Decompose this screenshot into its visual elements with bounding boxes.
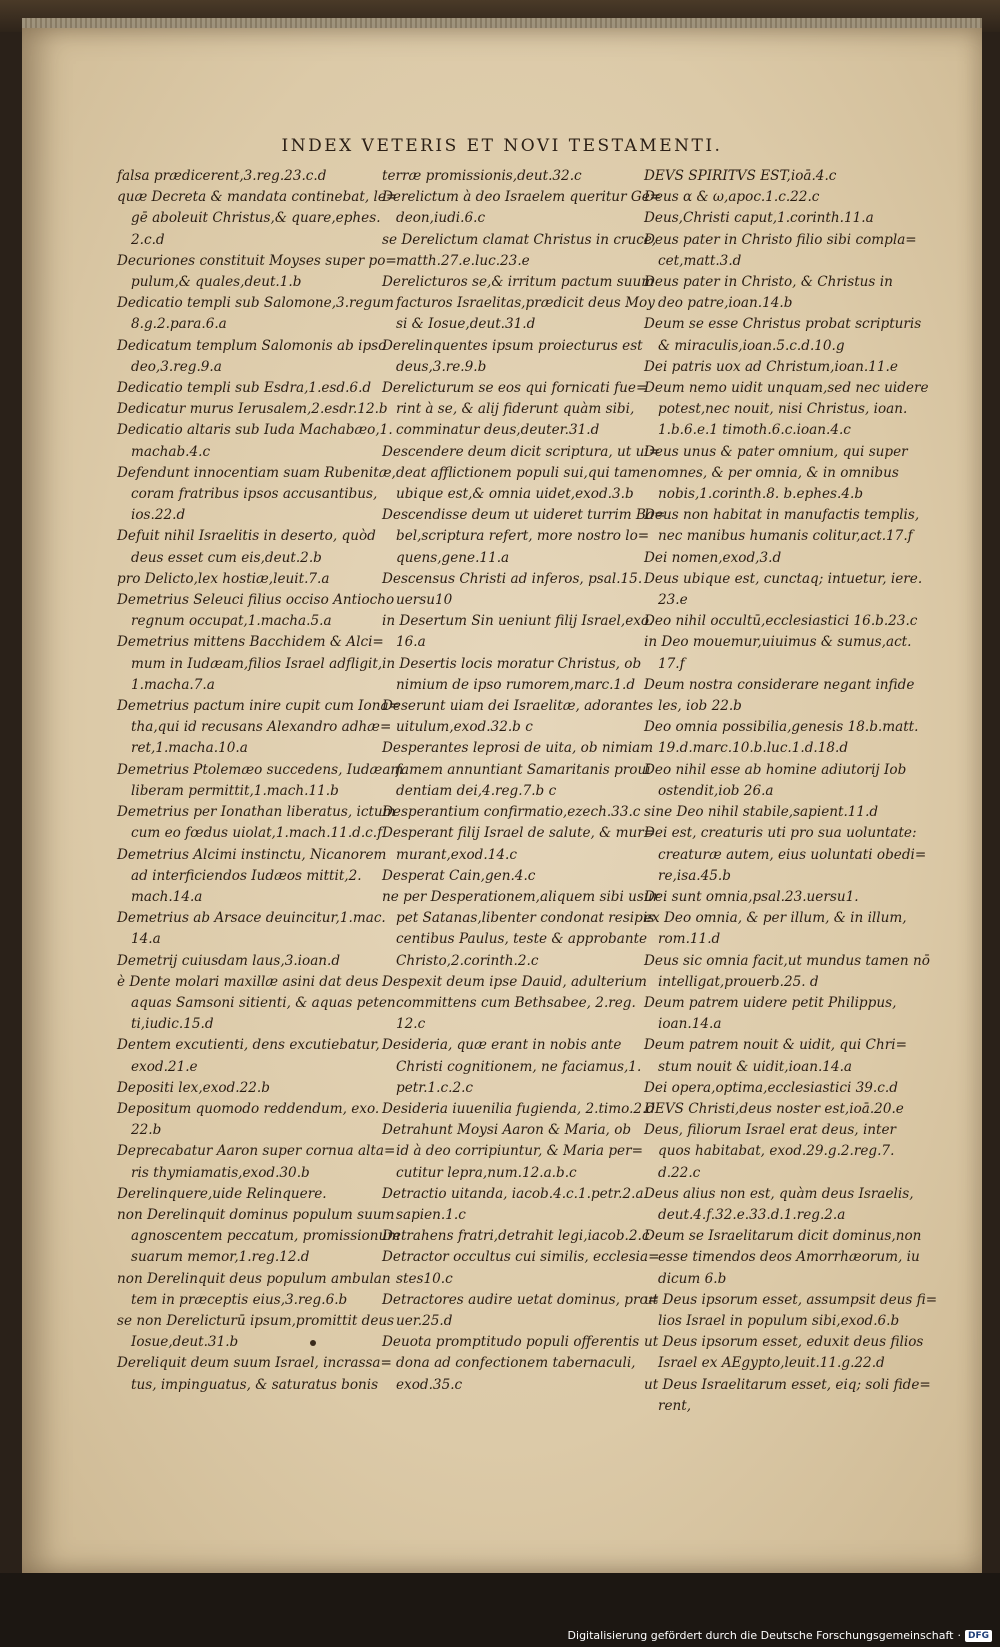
entry-line: Deus pater in Christo, & Christus in bbox=[644, 274, 893, 291]
index-entry bbox=[117, 1205, 401, 1269]
ink-dot bbox=[310, 1340, 316, 1346]
entry-line: 1.b.6.e.1 timoth.6.c.ioan.4.c bbox=[658, 422, 851, 439]
entry-line: Demetrius per Ionathan liberatus, ictum bbox=[117, 804, 396, 821]
entry-line: Demetrius Alcimi instinctu, Nicanorem bbox=[117, 846, 387, 863]
entry-line: in Desertum Sin ueniunt filij Israel,exo. bbox=[382, 613, 654, 630]
index-entry bbox=[382, 230, 657, 272]
entry-line: tha,qui id recusans Alexandro adhæ= bbox=[131, 719, 392, 736]
entry-line: les, iob 22.b bbox=[658, 698, 742, 715]
index-entry bbox=[117, 590, 395, 632]
entry-line: Deo omnia possibilia,genesis 18.b.matt. bbox=[644, 719, 919, 736]
index-entry bbox=[382, 1184, 654, 1226]
entry-line: exod.21.e bbox=[131, 1058, 198, 1075]
entry-line: Desperant filij Israel de salute, & mur= bbox=[382, 825, 656, 842]
entry-line: sapien.1.c bbox=[396, 1206, 466, 1223]
entry-line: falsa prædicerent,3.reg.23.c.d bbox=[117, 168, 327, 184]
index-entry bbox=[644, 887, 932, 908]
index-entry bbox=[644, 908, 932, 950]
entry-line: Desideria iuuenilia fugienda, 2.timo.2.d bbox=[382, 1100, 656, 1117]
entry-line: ris thymiamatis,exod.30.b bbox=[131, 1164, 310, 1181]
entry-line: pro Delicto,lex hostiæ,leuit.7.a bbox=[117, 570, 330, 587]
entry-line: Derelictum à deo Israelem queritur Ge= bbox=[382, 189, 662, 206]
entry-line: pet Satanas,libenter condonat resipis bbox=[396, 910, 655, 927]
index-entry bbox=[382, 272, 654, 336]
index-entry bbox=[117, 1141, 395, 1183]
entry-line: id à deo corripiuntur, & Maria per= bbox=[396, 1143, 643, 1160]
entry-line: cet,matt.3.d bbox=[658, 252, 742, 269]
index-entry bbox=[382, 802, 654, 823]
index-entry bbox=[644, 1375, 932, 1417]
entry-line: Descensus Christi ad inferos, psal.15. bbox=[382, 570, 643, 587]
index-entry bbox=[382, 1035, 654, 1099]
entry-line: Deum se Israelitarum dicit dominus,non bbox=[644, 1228, 922, 1245]
entry-line: famem annuntiant Samaritanis proui bbox=[396, 761, 651, 778]
entry-line: tem in præceptis eius,3.reg.6.b bbox=[131, 1291, 348, 1308]
index-entry bbox=[382, 569, 654, 611]
entry-line: uitulum,exod.32.b c bbox=[396, 719, 533, 736]
index-entry bbox=[644, 569, 932, 611]
entry-line: stum nouit & uidit,ioan.14.a bbox=[658, 1058, 853, 1075]
index-entry bbox=[644, 823, 932, 887]
entry-line: regnum occupat,1.macha.5.a bbox=[131, 613, 332, 630]
entry-line: murant,exod.14.c bbox=[396, 846, 517, 863]
entry-line: ne per Desperationem,aliquem sibi usur bbox=[382, 888, 660, 905]
entry-line: Deserunt uiam dei Israelitæ, adorantes bbox=[382, 698, 653, 715]
entry-line: Decuriones constituit Moyses super po= bbox=[117, 252, 397, 269]
index-entry bbox=[382, 972, 654, 1036]
index-entry bbox=[644, 442, 932, 506]
entry-line: Dedicatio templi sub Salomone,3.regum bbox=[117, 295, 394, 312]
entry-line: deo patre,ioan.14.b bbox=[658, 295, 793, 312]
entry-line: ex Deo omnia, & per illum, & in illum, bbox=[644, 910, 907, 927]
entry-line: bel,scriptura refert, more nostro lo= bbox=[396, 528, 650, 545]
index-entry bbox=[117, 696, 400, 760]
entry-line: Depositi lex,exod.22.b bbox=[117, 1079, 270, 1096]
index-entry bbox=[644, 208, 932, 229]
entry-line: ut Deus ipsorum esset, assumpsit deus fi= bbox=[644, 1291, 938, 1308]
entry-line: Demetrius ab Arsace deuincitur,1.mac. bbox=[117, 910, 386, 927]
entry-line: Deus,Christi caput,1.corinth.11.a bbox=[644, 210, 874, 227]
index-entry bbox=[117, 1099, 395, 1141]
entry-line: Descendere deum dicit scriptura, ut ui= bbox=[382, 443, 661, 460]
entry-line: è Dente molari maxillæ asini dat deus bbox=[117, 973, 379, 990]
entry-line: facturos Israelitas,prædicit deus Moy bbox=[396, 295, 655, 312]
index-entry bbox=[382, 1099, 654, 1120]
entry-line: 22.b bbox=[131, 1122, 162, 1139]
entry-line: dicum 6.b bbox=[658, 1270, 727, 1287]
index-entry bbox=[644, 357, 932, 378]
entry-line: Desperantes leprosi de uita, ob nimiam bbox=[382, 740, 654, 757]
entry-line: Derelinquentes ipsum proiecturus est bbox=[382, 337, 643, 354]
index-entry bbox=[382, 505, 666, 569]
entry-line: Dedicatum templum Salomonis ab ipso bbox=[117, 337, 387, 354]
index-entry bbox=[382, 336, 654, 378]
entry-line: dentiam dei,4.reg.7.b c bbox=[396, 782, 557, 799]
index-entry bbox=[382, 696, 654, 738]
index-entry bbox=[117, 802, 395, 844]
entry-line: Deum patrem nouit & uidit, qui Chri= bbox=[644, 1037, 907, 1054]
index-entry bbox=[117, 908, 395, 950]
entry-line: Deo nihil occultū,ecclesiastici 16.b.23.c bbox=[644, 613, 918, 630]
entry-line: ti,iudic.15.d bbox=[131, 1016, 214, 1033]
index-entry bbox=[644, 548, 932, 569]
entry-line: uersu10 bbox=[396, 592, 453, 609]
entry-line: potest,nec nouit, nisi Christus, ioan. bbox=[658, 401, 908, 418]
entry-line: comminatur deus,deuter.31.d bbox=[396, 422, 600, 439]
index-entry bbox=[117, 972, 395, 1036]
entry-line: Deuota promptitudo populi offerentis bbox=[382, 1334, 640, 1351]
entry-line: Detractio uitanda, iacob.4.c.1.petr.2.a bbox=[382, 1185, 644, 1202]
index-entry bbox=[382, 187, 662, 229]
entry-line: agnoscentem peccatum, promissionum bbox=[131, 1228, 401, 1245]
entry-line: 17.f bbox=[658, 655, 685, 672]
entry-line: si & Iosue,deut.31.d bbox=[396, 316, 536, 333]
entry-line: nec manibus humanis colitur,act.17.f bbox=[658, 528, 913, 545]
index-entry bbox=[644, 230, 932, 272]
index-column-1 bbox=[117, 166, 404, 1396]
index-entry bbox=[644, 632, 932, 674]
entry-line: nimium de ipso rumorem,marc.1.d bbox=[396, 676, 636, 693]
entry-line: Derelinquere,uide Relinquere. bbox=[117, 1185, 327, 1202]
entry-line: ios.22.d bbox=[131, 507, 186, 524]
digitization-credit: Digitalisierung gefördert durch die Deutsche Forschungsgemeinschaft · DFG bbox=[568, 1629, 992, 1642]
entry-line: 12.c bbox=[396, 1016, 426, 1033]
entry-line: 19.d.marc.10.b.luc.1.d.18.d bbox=[658, 740, 849, 757]
entry-line: Dedicatio templi sub Esdra,1.esd.6.d bbox=[117, 380, 372, 397]
entry-line: 23.e bbox=[658, 592, 688, 609]
entry-line: Desideria, quæ erant in nobis ante bbox=[382, 1037, 622, 1054]
index-entry bbox=[644, 951, 932, 993]
index-entry bbox=[644, 1099, 932, 1120]
entry-line: aquas Samsoni sitienti, & aquas peten bbox=[131, 994, 396, 1011]
entry-line: quæ Decreta & mandata continebat, le= bbox=[117, 189, 398, 206]
entry-line: omnes, & per omnia, & in omnibus bbox=[658, 464, 899, 481]
index-entry bbox=[117, 760, 404, 802]
entry-line: 1.macha.7.a bbox=[131, 676, 215, 693]
entry-line: suarum memor,1.reg.12.d bbox=[131, 1249, 310, 1266]
index-entry bbox=[382, 823, 654, 865]
entry-line: ioan.14.a bbox=[658, 1016, 722, 1033]
entry-line: Detrahens fratri,detrahit legi,iacob.2.c bbox=[382, 1228, 650, 1245]
entry-line: Deus non habitat in manufactis templis, bbox=[644, 507, 920, 524]
entry-line: Deus pater in Christo filio sibi compla= bbox=[644, 231, 917, 248]
entry-line: Iosue,deut.31.b bbox=[131, 1334, 239, 1351]
index-entry bbox=[117, 399, 395, 420]
index-entry bbox=[117, 463, 395, 527]
index-entry bbox=[644, 166, 932, 187]
entry-line: Dei nomen,exod,3.d bbox=[644, 549, 782, 566]
entry-line: stes10.c bbox=[396, 1270, 453, 1287]
entry-line: Demetrius pactum inire cupit cum Iona= bbox=[117, 698, 400, 715]
entry-line: Deus alius non est, quàm deus Israelis, bbox=[644, 1185, 914, 1202]
entry-line: esse timendos deos Amorrhæorum, iu bbox=[658, 1249, 920, 1266]
dfg-logo: DFG bbox=[965, 1630, 992, 1642]
index-entry bbox=[644, 675, 932, 717]
entry-line: quens,gene.11.a bbox=[396, 549, 510, 566]
entry-line: Dei patris uox ad Christum,ioan.11.e bbox=[644, 358, 898, 375]
entry-line: uer.25.d bbox=[396, 1312, 453, 1329]
entry-line: Dei sunt omnia,psal.23.uersu1. bbox=[644, 888, 859, 905]
index-entry bbox=[644, 314, 932, 356]
entry-line: Israel ex AEgypto,leuit.11.g.22.d bbox=[658, 1355, 885, 1372]
entry-line: & miraculis,ioan.5.c.d.10.g bbox=[658, 337, 845, 354]
entry-line: deon,iudi.6.c bbox=[396, 210, 486, 227]
entry-line: nobis,1.corinth.8. b.ephes.4.b bbox=[658, 486, 864, 503]
index-entry bbox=[382, 887, 660, 972]
entry-line: mach.14.a bbox=[131, 888, 203, 905]
index-entry bbox=[644, 1184, 932, 1226]
entry-line: Despexit deum ipse Dauid, adulterium bbox=[382, 973, 647, 990]
index-entry bbox=[117, 1311, 395, 1353]
index-entry bbox=[382, 738, 654, 802]
index-entry bbox=[644, 717, 932, 759]
entry-line: matth.27.e.luc.23.e bbox=[396, 252, 530, 269]
index-entry bbox=[117, 1078, 395, 1099]
entry-line: rint à se, & alij fiderunt quàm sibi, bbox=[396, 401, 635, 418]
entry-line: Christi cognitionem, ne faciamus,1. bbox=[396, 1058, 642, 1075]
index-entry bbox=[117, 1353, 395, 1395]
index-entry bbox=[644, 187, 932, 208]
entry-line: Dedicatio altaris sub Iuda Machabæo,1. bbox=[117, 422, 393, 439]
entry-line: Desperat Cain,gen.4.c bbox=[382, 867, 536, 884]
entry-line: Christo,2.corinth.2.c bbox=[396, 952, 539, 969]
index-entry bbox=[117, 166, 395, 187]
index-entry bbox=[644, 1078, 932, 1099]
index-entry bbox=[117, 187, 398, 251]
entry-line: creaturæ autem, eius uoluntati obedi= bbox=[658, 846, 927, 863]
index-entry bbox=[644, 611, 932, 632]
index-column-3 bbox=[644, 166, 938, 1417]
entry-line: rent, bbox=[658, 1397, 692, 1414]
entry-line: Detrahunt Moysi Aaron & Maria, ob bbox=[382, 1122, 632, 1139]
book-page bbox=[22, 28, 982, 1573]
entry-line: deus esset cum eis,deut.2.b bbox=[131, 549, 322, 566]
index-entry bbox=[644, 1290, 938, 1332]
entry-line: Demetrius Ptolemæo succedens, Iudæam bbox=[117, 761, 404, 778]
entry-line: in Deo mouemur,uiuimus & sumus,act. bbox=[644, 634, 912, 651]
entry-line: in Desertis locis moratur Christus, ob bbox=[382, 655, 642, 672]
entry-line: Dei opera,optima,ecclesiastici 39.c.d bbox=[644, 1079, 898, 1096]
entry-line: ut Deus ipsorum esset, eduxit deus filios bbox=[644, 1334, 924, 1351]
index-entry bbox=[117, 1035, 395, 1077]
entry-line: 2.c.d bbox=[131, 231, 165, 248]
index-entry bbox=[382, 654, 654, 696]
entry-line: coram fratribus ipsos accusantibus, bbox=[131, 486, 378, 503]
entry-line: Demetrius mittens Bacchidem & Alci= bbox=[117, 634, 384, 651]
entry-line: Deum nostra considerare negant infide bbox=[644, 676, 915, 693]
entry-line: centibus Paulus, teste & approbante bbox=[396, 931, 648, 948]
index-entry bbox=[644, 1120, 932, 1184]
entry-line: non Derelinquit dominus populum suum bbox=[117, 1206, 395, 1223]
index-entry bbox=[117, 293, 395, 335]
index-entry bbox=[117, 336, 395, 378]
index-entry bbox=[117, 632, 395, 696]
entry-line: exod.35.c bbox=[396, 1376, 463, 1393]
entry-line: Deum nemo uidit unquam,sed nec uidere bbox=[644, 380, 929, 397]
index-entry bbox=[117, 420, 395, 462]
index-entry bbox=[117, 1269, 395, 1311]
entry-line: Defendunt innocentiam suam Rubenitæ, bbox=[117, 464, 396, 481]
entry-line: Dedicatur murus Ierusalem,2.esdr.12.b bbox=[117, 401, 388, 418]
entry-line: Detractor occultus cui similis, ecclesia= bbox=[382, 1249, 660, 1266]
entry-line: Derelicturum se eos qui fornicati fue= bbox=[382, 380, 648, 397]
entry-line: rom.11.d bbox=[658, 931, 721, 948]
entry-line: Deus unus & pater omnium, qui super bbox=[644, 443, 908, 460]
entry-line: terræ promissionis,deut.32.c bbox=[382, 168, 582, 184]
entry-line: Defuit nihil Israelitis in deserto, quòd bbox=[117, 528, 376, 545]
entry-line: Derelicturos se,& irritum pactum suum bbox=[382, 274, 655, 291]
entry-line: 14.a bbox=[131, 931, 161, 948]
index-entry bbox=[644, 1035, 932, 1077]
entry-line: non Derelinquit deus populum ambulan bbox=[117, 1270, 391, 1287]
entry-line: Dei est, creaturis uti pro sua uoluntate: bbox=[644, 825, 917, 842]
entry-line: Deprecabatur Aaron super cornua alta= bbox=[117, 1143, 396, 1160]
index-entry bbox=[382, 378, 654, 442]
entry-line: ubique est,& omnia uidet,exod.3.b bbox=[396, 486, 634, 503]
index-entry bbox=[644, 993, 932, 1035]
entry-line: Dentem excutienti, dens excutiebatur, bbox=[117, 1037, 380, 1054]
index-entry bbox=[644, 1226, 932, 1290]
index-entry bbox=[117, 845, 395, 909]
index-entry bbox=[382, 166, 654, 187]
index-entry bbox=[117, 569, 395, 590]
index-entry bbox=[117, 526, 395, 568]
entry-line: quos habitabat, exod.29.g.2.reg.7. bbox=[658, 1143, 895, 1160]
index-entry bbox=[382, 1290, 660, 1332]
entry-line: ostendit,iob 26.a bbox=[658, 782, 774, 799]
entry-line: committens cum Bethsabee, 2.reg. bbox=[396, 994, 636, 1011]
entry-line: Depositum quomodo reddendum, exo. bbox=[117, 1100, 380, 1117]
running-header: INDEX VETERIS ET NOVI TESTAMENTI. bbox=[281, 136, 723, 156]
index-entry bbox=[117, 378, 395, 399]
entry-line: 8.g.2.para.6.a bbox=[131, 316, 227, 333]
entry-line: cum eo fœdus uiolat,1.mach.11.d.c.f bbox=[131, 825, 383, 842]
entry-line: Detractores audire uetat dominus, pro= bbox=[382, 1291, 660, 1308]
footer-bar bbox=[0, 1573, 1000, 1647]
entry-line: pulum,& quales,deut.1.b bbox=[131, 274, 302, 291]
entry-line: machab.4.c bbox=[131, 443, 211, 460]
entry-line: ret,1.macha.10.a bbox=[131, 740, 248, 757]
index-entry bbox=[117, 1184, 395, 1205]
entry-line: Deum patrem uidere petit Philippus, bbox=[644, 994, 897, 1011]
entry-line: Demetrij cuiusdam laus,3.ioan.d bbox=[117, 952, 341, 969]
entry-line: gē aboleuit Christus,& quare,ephes. bbox=[131, 210, 381, 227]
entry-line: liberam permittit,1.mach.11.b bbox=[131, 782, 339, 799]
index-entry bbox=[382, 866, 654, 887]
entry-line: 16.a bbox=[396, 634, 426, 651]
index-entry bbox=[644, 505, 932, 547]
entry-line: se Derelictum clamat Christus in cruce, bbox=[382, 231, 657, 248]
index-entry bbox=[644, 378, 932, 442]
entry-line: deat afflictionem populi sui,qui tamen bbox=[396, 464, 658, 481]
entry-line: intelligat,prouerb.25. d bbox=[658, 973, 819, 990]
entry-line: Deus α & ω,apoc.1.c.22.c bbox=[644, 189, 820, 206]
entry-line: sine Deo nihil stabile,sapient.11.d bbox=[644, 804, 879, 821]
index-column-2 bbox=[382, 166, 666, 1396]
entry-line: Deum se esse Christus probat scripturis bbox=[644, 316, 922, 333]
index-entry bbox=[382, 1332, 654, 1396]
entry-line: Deus ubique est, cunctaq; intuetur, iere. bbox=[644, 570, 923, 587]
index-entry bbox=[382, 1247, 660, 1289]
credit-text: Digitalisierung gefördert durch die Deutsche Forschungsgemeinschaft bbox=[567, 1629, 954, 1642]
entry-line: cutitur lepra,num.12.a.b.c bbox=[396, 1164, 577, 1181]
index-entry bbox=[382, 611, 654, 653]
entry-line: Descendisse deum ut uideret turrim Ba= bbox=[382, 507, 666, 524]
entry-line: ad interficiendos Iudæos mittit,2. bbox=[131, 867, 362, 884]
entry-line: Deo nihil esse ab homine adiutorij Iob bbox=[644, 761, 907, 778]
index-entry bbox=[382, 442, 661, 506]
entry-line: lios Israel in populum sibi,exod.6.b bbox=[658, 1312, 900, 1329]
entry-line: Dereliquit deum suum Israel, incrassa= bbox=[117, 1355, 392, 1372]
index-entry bbox=[117, 251, 395, 293]
entry-line: tus, impinguatus, & saturatus bonis bbox=[131, 1376, 379, 1393]
index-entry bbox=[644, 1332, 932, 1374]
entry-line: deus,3.re.9.b bbox=[396, 358, 487, 375]
entry-line: se non Derelicturū ipsum,promittit deus bbox=[117, 1312, 395, 1329]
entry-line: deo,3.reg.9.a bbox=[131, 358, 222, 375]
entry-line: re,isa.45.b bbox=[658, 867, 731, 884]
entry-line: DEVS SPIRITVS EST,ioā.4.c bbox=[644, 168, 837, 184]
entry-line: DEVS Christi,deus noster est,ioā.20.e bbox=[644, 1100, 904, 1117]
entry-line: Deus, filiorum Israel erat deus, inter bbox=[644, 1122, 897, 1139]
index-entry bbox=[117, 951, 395, 972]
index-entry bbox=[644, 272, 932, 314]
index-entry bbox=[382, 1226, 654, 1247]
entry-line: deut.4.f.32.e.33.d.1.reg.2.a bbox=[658, 1206, 846, 1223]
entry-line: d.22.c bbox=[658, 1164, 701, 1181]
entry-line: mum in Iudæam,filios Israel adfligit, bbox=[131, 655, 383, 672]
entry-line: Demetrius Seleuci filius occiso Antiocho bbox=[117, 592, 395, 609]
index-entry bbox=[644, 760, 932, 802]
entry-line: petr.1.c.2.c bbox=[396, 1079, 474, 1096]
entry-line: Desperantium confirmatio,ezech.33.c bbox=[382, 804, 641, 821]
index-entry bbox=[644, 802, 932, 823]
entry-line: Deus sic omnia facit,ut mundus tamen nō bbox=[644, 952, 930, 969]
entry-line: ut Deus Israelitarum esset, eiq; soli fide= bbox=[644, 1376, 931, 1393]
entry-line: dona ad confectionem tabernaculi, bbox=[396, 1355, 636, 1372]
index-entry bbox=[382, 1120, 654, 1184]
